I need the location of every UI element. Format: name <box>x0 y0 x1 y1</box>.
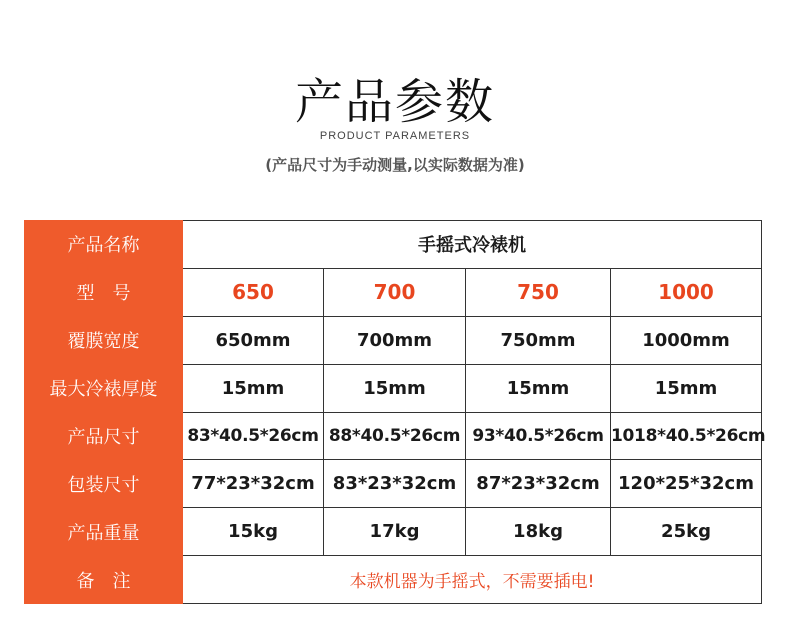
film-width-label: 覆膜宽度 <box>25 316 183 364</box>
remarks-label: 备 注 <box>25 556 183 604</box>
table-row <box>25 221 762 269</box>
model-cell: 650 <box>183 268 324 316</box>
product-name-value: 手摇式冷裱机 <box>183 221 762 269</box>
weight-label: 产品重量 <box>25 508 183 556</box>
package-size-cell: 83*23*32cm <box>324 460 466 508</box>
table-row <box>25 556 762 604</box>
table-row <box>25 460 762 508</box>
weight-cell: 18kg <box>466 508 611 556</box>
product-name-label: 产品名称 <box>25 221 183 269</box>
package-size-cell: 87*23*32cm <box>466 460 611 508</box>
max-thickness-cell: 15mm <box>183 364 324 412</box>
weight-cell: 17kg <box>324 508 466 556</box>
model-cell: 750 <box>466 268 611 316</box>
product-size-label: 产品尺寸 <box>25 412 183 460</box>
product-parameters-table <box>24 220 766 604</box>
max-thickness-cell: 15mm <box>324 364 466 412</box>
package-size-cell: 120*25*32cm <box>611 460 762 508</box>
weight-cell: 25kg <box>611 508 762 556</box>
product-size-cell: 83*40.5*26cm <box>183 412 324 460</box>
product-size-cell: 93*40.5*26cm <box>466 412 611 460</box>
model-cell: 1000 <box>611 268 762 316</box>
max-thickness-cell: 15mm <box>611 364 762 412</box>
table-row <box>25 364 762 412</box>
table-row <box>25 268 762 316</box>
product-size-cell: 1018*40.5*26cm <box>611 412 762 460</box>
film-width-cell: 750mm <box>466 316 611 364</box>
page-subtitle-english: PRODUCT PARAMETERS <box>319 130 471 142</box>
film-width-cell: 1000mm <box>611 316 762 364</box>
table-row <box>25 508 762 556</box>
page-title: 产品参数 <box>294 74 495 130</box>
model-cell: 700 <box>324 268 466 316</box>
measurement-note: (产品尺寸为手动测量,以实际数据为准) <box>265 156 525 174</box>
max-thickness-label: 最大冷裱厚度 <box>25 364 183 412</box>
table-row <box>25 316 762 364</box>
film-width-cell: 650mm <box>183 316 324 364</box>
package-size-label: 包装尺寸 <box>25 460 183 508</box>
package-size-cell: 77*23*32cm <box>183 460 324 508</box>
film-width-cell: 700mm <box>324 316 466 364</box>
product-size-cell: 88*40.5*26cm <box>324 412 466 460</box>
model-label: 型 号 <box>25 268 183 316</box>
table-row <box>25 412 762 460</box>
max-thickness-cell: 15mm <box>466 364 611 412</box>
remarks-value: 本款机器为手摇式，不需要插电! <box>183 556 762 604</box>
weight-cell: 15kg <box>183 508 324 556</box>
